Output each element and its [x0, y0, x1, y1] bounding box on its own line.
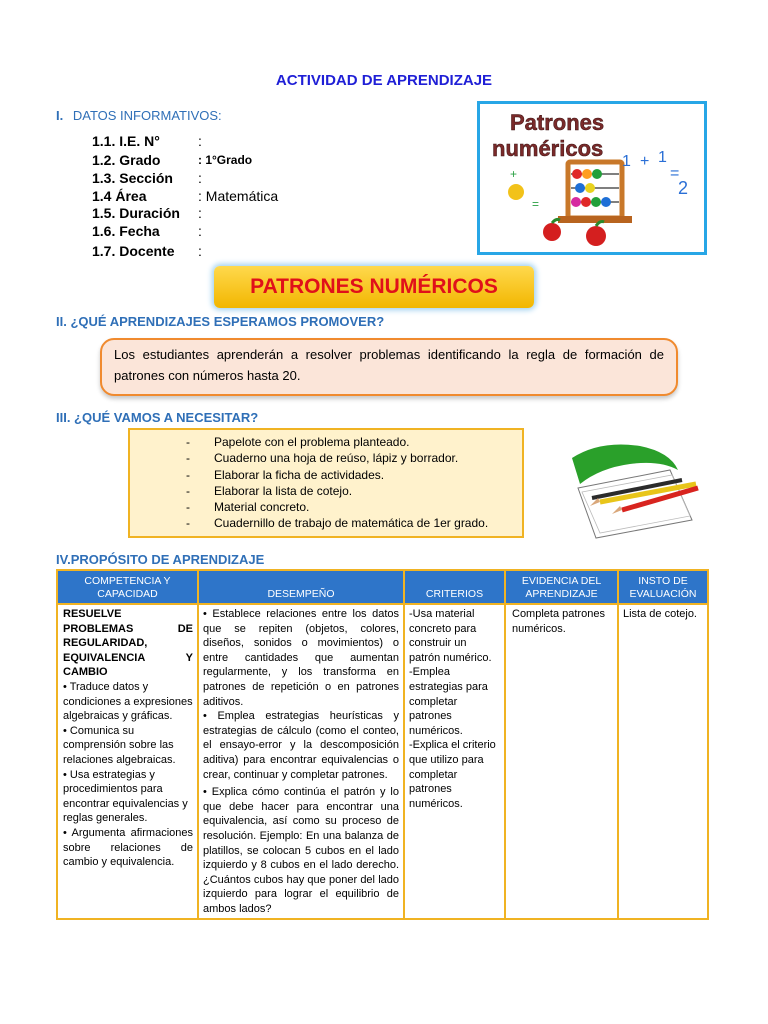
materials-list: [130, 430, 522, 532]
learning-purpose-table: [56, 569, 709, 920]
materials-list-item: - Elaborar la lista de cotejo.: [186, 483, 353, 498]
document-title: ACTIVIDAD DE APRENDIZAJE: [275, 72, 493, 89]
svg-text:=: =: [670, 165, 680, 182]
desempeno-item: • Emplea estrategias heurísticas y estrategias de cálculo (como el conteo, el ensayo-error y la descomposición aditiva) para encontrar equivalencias o crear, continuar y completar patrones.: [203, 710, 399, 781]
info-value-fecha: :: [198, 223, 202, 239]
header-instrumento: INSTO DE EVALUACIÓN: [618, 570, 708, 604]
info-label-grado: 1.2. Grado: [92, 152, 161, 168]
section-1-heading: [56, 108, 222, 123]
criterio-item: -Explica el criterio que utilizo para completar patrones numéricos.: [409, 739, 496, 810]
svg-text:+: +: [510, 167, 518, 181]
image-title-line2: numéricos: [492, 136, 604, 161]
svg-text:1: 1: [658, 149, 667, 166]
materials-list-item: - Cuaderno una hoja de reúso, lápiz y borrador.: [186, 451, 459, 466]
materials-list-item: - Material concreto.: [186, 500, 310, 515]
info-value-docente: :: [198, 243, 202, 259]
materials-list-item: - Elaborar la ficha de actividades.: [186, 467, 385, 482]
info-label-duracion: 1.5. Duración: [92, 205, 180, 221]
header-evidencia: EVIDENCIA DEL APRENDIZAJE: [505, 570, 618, 604]
patrones-numericos-image: [477, 101, 707, 255]
evidencia-cell: [505, 604, 618, 919]
materials-list-item: - Cuadernillo de trabajo de matemática de 1er grado.: [186, 516, 489, 531]
info-value-ie: :: [198, 133, 202, 149]
evidencia-text: Completa patrones numéricos.: [512, 608, 605, 635]
info-value-area: : Matemática: [198, 188, 279, 204]
criterio-item: -Emplea estrategias para completar patrones numéricos.: [409, 666, 488, 737]
info-value-seccion: :: [198, 170, 202, 186]
section-3-heading: III. ¿QUÉ VAMOS A NECESITAR?: [56, 410, 259, 425]
info-value-duracion: :: [198, 205, 202, 221]
competencia-cell: [57, 604, 198, 919]
image-title-line1: Patrones: [510, 110, 605, 135]
info-label-ie: 1.1. I.E. N°: [92, 133, 160, 149]
desempeno-item: • Establece relaciones entre los datos que se repiten (objetos, colores, diseños, sonidos o movimientos) o entre cantidades que aumentan regularmente, y los transforma en patrones de repetición o en patrones aditivos.: [203, 608, 399, 708]
section-1-title: DATOS INFORMATIVOS:: [72, 108, 222, 123]
section-2-heading: II. ¿QUÉ APRENDIZAJES ESPERAMOS PROMOVER?: [56, 314, 385, 329]
svg-text:=: =: [532, 197, 540, 211]
svg-text:2: 2: [678, 178, 689, 198]
capacidad-item: • Usa estrategias y procedimientos para encontrar equivalencias y reglas generales.: [63, 768, 188, 825]
info-label-docente: 1.7. Docente: [92, 243, 175, 259]
table-header-row: [57, 570, 708, 604]
table-row: [57, 604, 708, 919]
desempeno-cell: [198, 604, 404, 919]
capacidad-item: • Traduce datos y condiciones a expresiones algebraicas y gráficas.: [63, 680, 193, 723]
instrumento-text: Lista de cotejo.: [623, 608, 697, 620]
info-label-area: 1.4 Área: [92, 188, 147, 204]
section-4-heading: IV.PROPÓSITO DE APRENDIZAJE: [56, 552, 265, 567]
learning-goal-box: [100, 338, 678, 396]
desempeno-item: • Explica cómo continúa el patrón y lo que debe hacer para encontrar una equivalencia, así como su proceso de resolución. Ejemplo: En una balanza de platillos, se colocan 5 cubos en el lado izquierdo y 8 cubos en el lado derecho. ¿Cuántos cubos hay que poner del lado izquierdo para lograr el equilibrio de ambos lados?: [203, 786, 399, 915]
header-desempeno: DESEMPEÑO: [198, 570, 404, 604]
materials-list-item: - Papelote con el problema planteado.: [186, 435, 410, 449]
header-criterios: CRITERIOS: [404, 570, 505, 604]
header-competencia: COMPETENCIA Y CAPACIDAD: [57, 570, 198, 604]
topic-banner: PATRONES NUMÉRICOS: [214, 266, 534, 308]
info-label-seccion: 1.3. Sección: [92, 170, 173, 186]
criterio-item: -Usa material concreto para construir un patrón numérico.: [409, 608, 492, 664]
info-value-grado: : 1°Grado: [198, 153, 253, 167]
pencils-paper-icon: [560, 440, 710, 540]
materials-box: [128, 428, 524, 538]
svg-text:+: +: [640, 153, 650, 170]
instrumento-cell: [618, 604, 708, 919]
abacus-illustration-icon: [480, 104, 704, 252]
svg-text:1: 1: [622, 153, 631, 170]
capacidad-item: • Comunica su comprensión sobre las relaciones algebraicas.: [63, 724, 176, 766]
capacidad-item: • Argumenta afirmaciones sobre relaciones de cambio y equivalencia.: [63, 826, 193, 869]
criterios-cell: [404, 604, 505, 919]
info-label-fecha: 1.6. Fecha: [92, 223, 160, 239]
section-1-number: I.: [56, 108, 64, 123]
learning-goal-text: Los estudiantes aprenderán a resolver problemas identificando la regla de formación de patrones con números hasta 20.: [114, 347, 664, 383]
competencia-title: RESUELVE PROBLEMAS DE REGULARIDAD, EQUIVALENCIA Y CAMBIO: [63, 608, 193, 679]
